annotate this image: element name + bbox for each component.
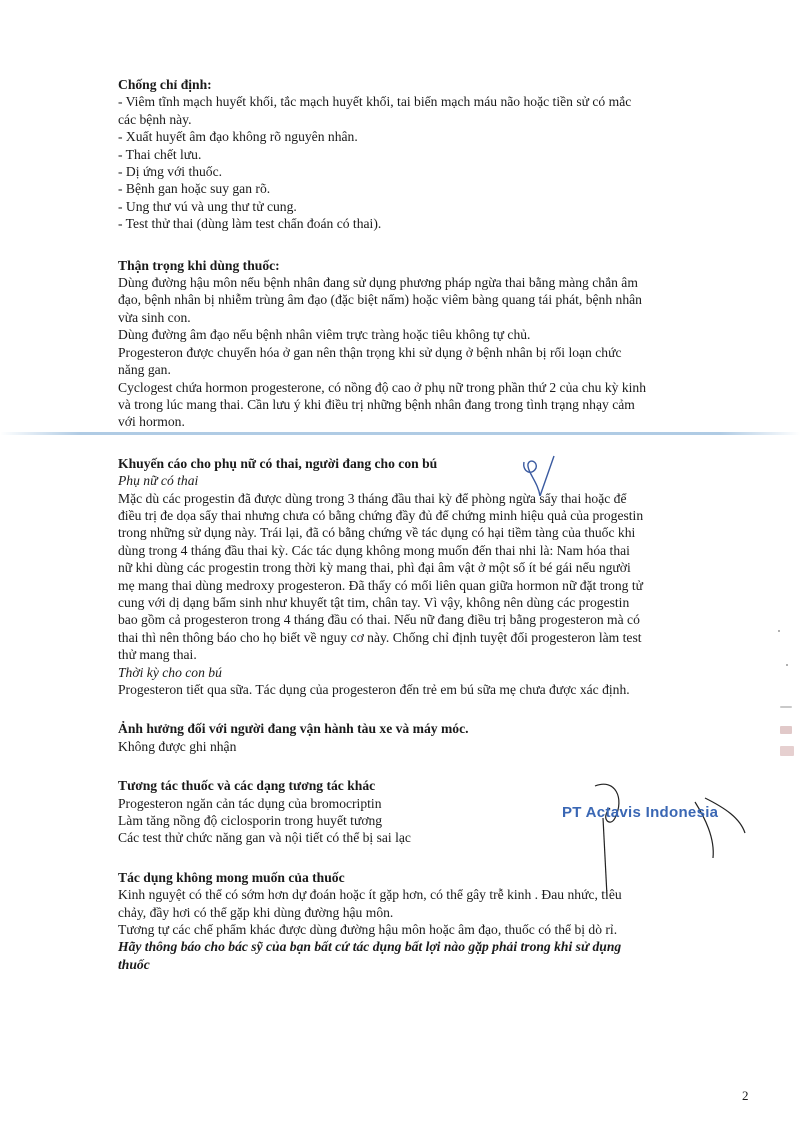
section-title-interactions: Tương tác thuốc và các dạng tương tác khác [118,778,376,794]
text-line: bao gồm cả progesteron trong 4 tháng đầu có thai. Nếu nữ đang điều trị bằng progesteron mà có [118,612,640,628]
text-line: mẹ mang thai dùng medroxy progesteron. Đã thấy có mối liên quan giữa hormon nữ đặt trong tử [118,577,643,593]
subsection-title-breastfeeding: Thời kỳ cho con bú [118,664,222,680]
signature-icon [555,778,755,898]
text-line: Dùng đường âm đạo nếu bệnh nhân viêm trực tràng hoặc tiêu không tự chủ. [118,327,531,343]
page-number: 2 [742,1088,749,1103]
text-line: - Xuất huyết âm đạo không rõ nguyên nhân. [118,129,358,145]
subsection-title-pregnant-women: Phụ nữ có thai [118,473,199,489]
text-line: - Viêm tĩnh mạch huyết khối, tắc mạch huyết khối, tai biến mạch máu não hoặc tiền sử có mắc [118,94,632,110]
text-line: Progesteron ngăn cản tác dụng của bromocriptin [118,795,382,811]
text-line: nữ khi dùng các progestin trong thời kỳ mang thai, phì đại âm vật ở một số ít bé gái nếu người [118,560,631,576]
text-line: dùng trong 4 tháng đầu thai kỳ. Các tác dụng không mong muốn đến thai nhi là: Nam hóa thai [118,542,630,558]
section-title-driving: Ảnh hưởng đối với người đang vận hành tàu xe và máy móc. [118,721,469,737]
handwritten-initials-icon [518,452,568,502]
text-line: - Ung thư vú và ung thư tử cung. [118,198,297,214]
text-line: cung với dị dạng bẩm sinh như khuyết tật tim, chân tay. Vì vậy, không nên dùng các progestin [118,594,630,610]
text-line: Không được ghi nhận [118,738,237,754]
text-line: chảy, đầy hơi có thể gặp khi dùng đường hậu môn. [118,904,394,920]
text-line: điều trị đe dọa sẩy thai nhưng chưa có bằng chứng đầy đủ để chứng minh hiệu quả của progestin [118,507,644,523]
section-title-side-effects: Tác dụng không mong muốn của thuốc [118,869,345,885]
notice-line: Hãy thông báo cho bác sỹ của bạn bất cứ tác dụng bất lợi nào gặp phải trong khi sử dụng [118,939,622,955]
notice-line: thuốc [118,956,150,972]
text-line: năng gan. [118,362,171,378]
edge-marks [776,628,796,768]
section-title-precautions: Thận trọng khi dùng thuốc: [118,257,280,273]
text-line: Mặc dù các progestin đã được dùng trong 3 tháng đầu thai kỳ để phòng ngừa sẩy thai hoặc để [118,490,627,506]
text-line: đạo, bệnh nhân bị nhiễm trùng âm đạo (đặc biệt nấm) hoặc viêm bàng quang tái phát, bệnh nhân [118,292,642,308]
text-line: - Thai chết lưu. [118,146,202,162]
text-line: Kinh nguyệt có thể có sớm hơn dự đoán hoặc ít gặp hơn, có thể gây trễ kinh . Đau nhức, tiêu [118,887,622,903]
text-line: Dùng đường hậu môn nếu bệnh nhân đang sử dụng phương pháp ngừa thai bằng màng chắn âm [118,275,638,291]
section-title-pregnancy: Khuyến cáo cho phụ nữ có thai, người đang cho con bú [118,455,438,471]
text-line: Progesteron tiết qua sữa. Tác dụng của progesteron đến trẻ em bú sữa mẹ chưa được xác định. [118,682,630,697]
company-stamp: PT Actavis Indonesia [562,804,719,821]
text-line: Cyclogest chứa hormon progesterone, có nồng độ cao ở phụ nữ trong phần thứ 2 của chu kỳ kinh [118,379,646,395]
text-line: - Dị ứng với thuốc. [118,164,223,180]
text-line: thử mang thai. [118,647,197,663]
text-line: Progesteron được chuyển hóa ở gan nên thận trọng khi sử dụng ở bệnh nhân bị rối loạn chức [118,344,622,360]
section-title-contraindications: Chống chỉ định: [118,77,212,92]
text-line: Tương tự các chế phẩm khác được dùng đường hậu môn hoặc âm đạo, thuốc có thể bị dò rỉ. [118,922,618,938]
text-line: Các test thử chức năng gan và nội tiết có thể bị sai lạc [118,830,411,846]
text-line: - Test thử thai (dùng làm test chẩn đoán có thai). [118,216,382,232]
text-line: Làm tăng nồng độ ciclosporin trong huyết tương [118,813,383,829]
text-line: các bệnh này. [118,111,192,127]
text-line: và trong lúc mang thai. Cần lưu ý khi điều trị những bệnh nhân đang trong tình trạng nhạy cảm [118,396,635,412]
text-line: - Bệnh gan hoặc suy gan rõ. [118,181,271,197]
text-line: trong những sử dụng này. Trái lại, đã có bằng chứng về tác dụng có hại tiềm tàng của thuốc khi [118,525,636,541]
text-line: thai thì nên thông báo cho họ biết về nguy cơ này. Chống chỉ định tuyệt đối progesteron làm test [118,629,642,645]
text-line: vừa sinh con. [118,309,191,325]
text-line: với hormon. [118,414,185,430]
